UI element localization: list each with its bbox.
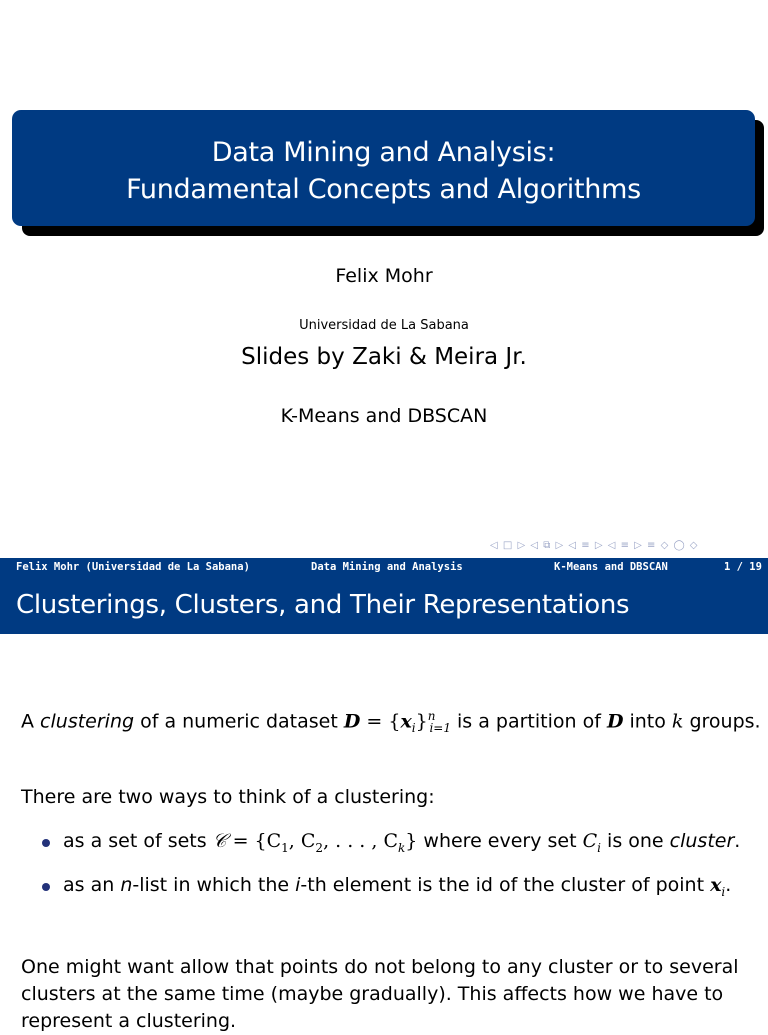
slide-body: A clustering of a numeric dataset $D = \{x_i\}^n_{i=1}$ is a partition of D into k groups. There are two ways to think of a clustering: as a set of sets 𝒞 = {$C_1$, $C_2$, . . . , $C_k$} where every set $C_i$ is one cluster. as an n-list in which the i-th element is the id of the cluster of point $x_i$. One might want allow that points do not belong to any cluster or to several clusters at the same time (maybe gradually). This affects how we have to represent a clustering. — [0, 634, 768, 1024]
note-paragraph: One might want allow that points do not belong to any cluster or to several clusters at the same time (maybe gradually). This affects how we have to represent a clustering. — [21, 956, 739, 1032]
title-line-2: Fundamental Concepts and Algorithms — [126, 174, 641, 205]
intro-paragraph: There are two ways to think of a clustering: — [21, 786, 435, 808]
footer-section: K-Means and DBSCAN — [554, 561, 668, 573]
topic: K-Means and DBSCAN — [280, 405, 488, 427]
beamer-navigation-icons[interactable]: ◁ □ ▷ ◁ ⧉ ▷ ◁ ≡ ▷ ◁ ≡ ▷ ≡ ◇ ◯ ◇ — [490, 540, 699, 551]
title-box — [12, 110, 755, 226]
footer-bar — [0, 558, 768, 578]
bullet-dot — [42, 839, 50, 847]
credits: Slides by Zaki & Meira Jr. — [241, 344, 527, 370]
bullet-dot — [42, 883, 50, 891]
frame-title-bar — [0, 578, 768, 634]
footer-author: Felix Mohr (Universidad de La Sabana) — [16, 561, 250, 573]
definition-paragraph: A clustering of a numeric dataset $D = \{x_i\}^n_{i=1}$ is a partition of D into k groups. — [21, 709, 761, 736]
title-line-1: Data Mining and Analysis: — [211, 137, 556, 168]
author: Felix Mohr — [335, 265, 433, 287]
frame-title: Clusterings, Clusters, and Their Representations — [16, 590, 630, 620]
footer-page: 1 / 19 — [724, 561, 762, 573]
footer-title: Data Mining and Analysis — [311, 561, 463, 573]
institution: Universidad de La Sabana — [299, 318, 469, 333]
